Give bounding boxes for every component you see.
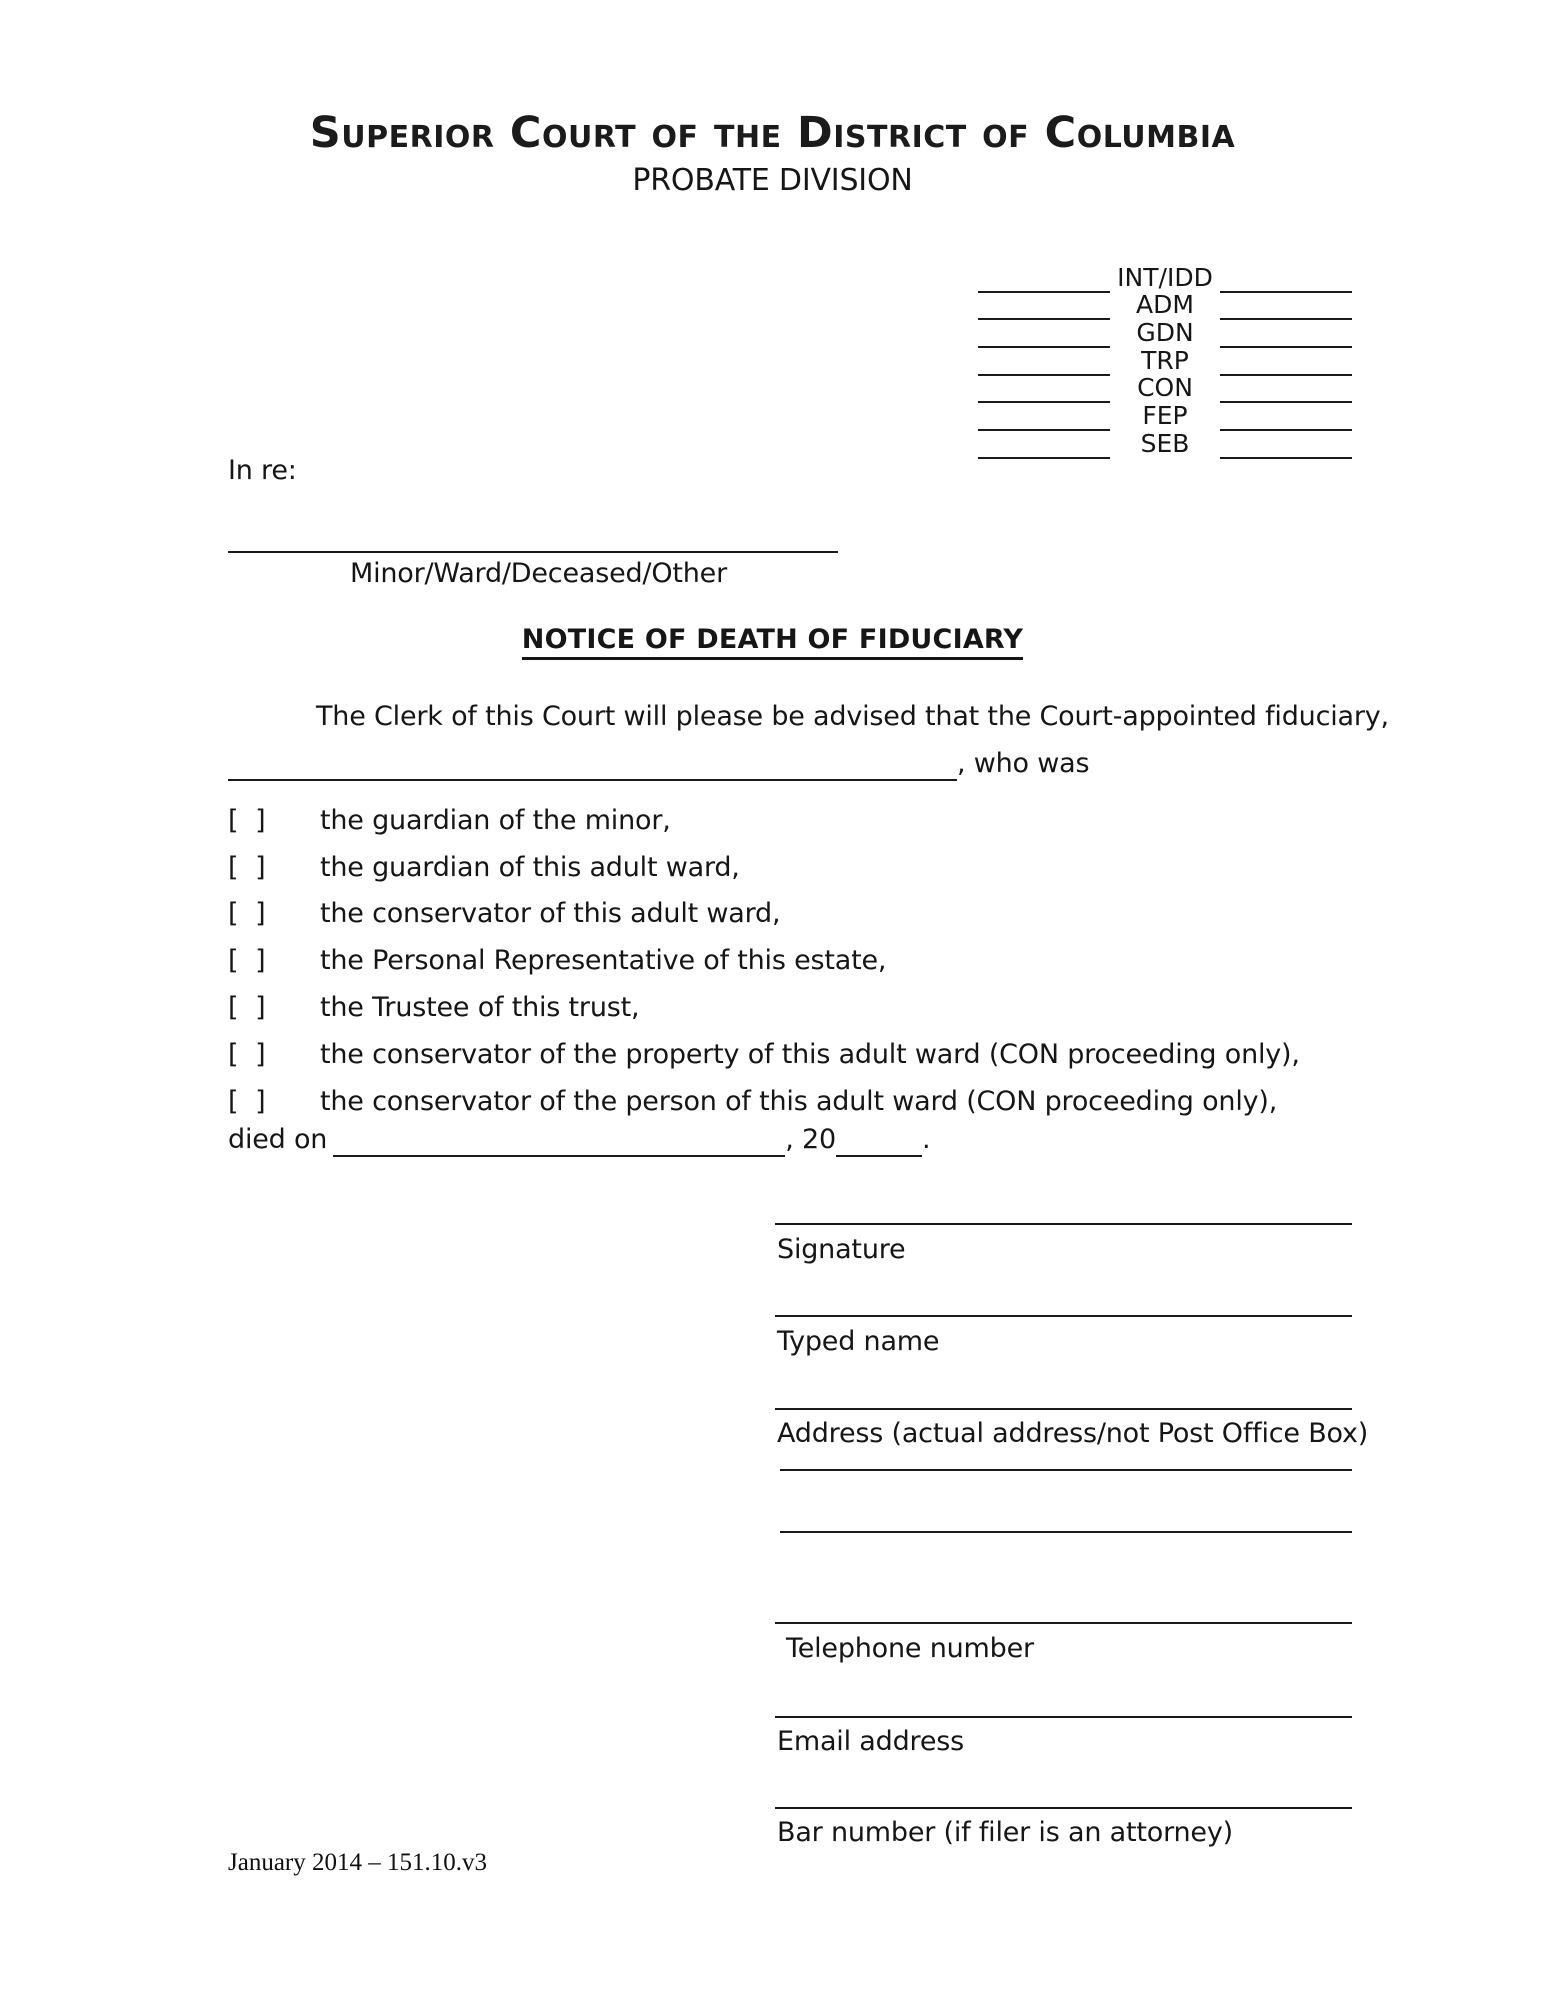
case-number-field[interactable] [978,374,1110,376]
case-number-field[interactable] [1220,318,1352,320]
bar-number-label: Bar number (if filer is an attorney) [777,1817,1233,1848]
option-label: the guardian of this adult ward, [320,851,740,883]
case-number-field[interactable] [1220,457,1352,459]
case-type-label: CON [1137,373,1193,403]
fiduciary-name-field[interactable] [228,779,957,781]
option-label: the conservator of the person of this adult ward (CON proceeding only), [320,1085,1278,1117]
option-row [228,984,1300,1031]
case-type-label: FEP [1142,401,1188,431]
option-row [228,891,1300,938]
option-row [228,797,1300,844]
notice-heading [0,624,1545,660]
case-type-label: GDN [1136,318,1194,348]
checkbox[interactable]: [ ] [228,898,266,930]
case-number-field[interactable] [978,318,1110,320]
checkbox[interactable]: [ ] [228,851,266,883]
notice-heading-text: NOTICE OF DEATH OF FIDUCIARY [522,624,1023,660]
case-number-field[interactable] [1220,374,1352,376]
case-number-field[interactable] [978,346,1110,348]
death-year-field[interactable] [836,1155,922,1157]
signature-field[interactable] [775,1223,1352,1225]
telephone-field[interactable] [775,1622,1352,1624]
case-row [978,320,1352,348]
in-re-label: In re: [228,455,297,486]
option-row [228,844,1300,891]
body-paragraph-line1: The Clerk of this Court will please be advised that the Court-appointed fiduciary, [316,701,1389,732]
option-label: the conservator of this adult ward, [320,898,781,930]
bar-number-field[interactable] [775,1807,1352,1809]
email-label: Email address [777,1726,964,1757]
case-row [978,290,1352,321]
year-prefix-text: , 20 [785,1124,836,1155]
case-type-label: ADM [1136,290,1194,320]
case-number-field[interactable] [978,401,1110,403]
case-row [978,345,1352,376]
address-field[interactable] [775,1408,1352,1410]
case-row [978,262,1352,293]
signature-label: Signature [777,1234,906,1265]
died-on-text: died on [228,1124,328,1155]
case-number-field[interactable] [1220,429,1352,431]
case-number-field[interactable] [978,291,1110,293]
option-label: the guardian of the minor, [320,804,671,836]
period-text: . [921,1124,931,1155]
case-type-label: INT/IDD [1117,262,1213,292]
checkbox[interactable]: [ ] [228,945,266,977]
address-field-line3[interactable] [780,1531,1352,1533]
checkbox[interactable]: [ ] [228,1085,266,1117]
court-subtitle: PROBATE DIVISION [632,163,913,198]
subject-name-field[interactable] [228,551,838,553]
died-on-line [228,1124,930,1157]
checkbox[interactable]: [ ] [228,992,266,1024]
who-was-text: , who was [957,748,1090,779]
option-row [228,937,1300,984]
case-row [978,373,1352,404]
option-row [228,1078,1300,1125]
case-number-field[interactable] [978,457,1110,459]
telephone-label: Telephone number [786,1633,1034,1664]
option-label: the Personal Representative of this estate, [320,945,887,977]
court-title: Superior Court of the District of Columbia [309,108,1236,158]
address-label: Address (actual address/not Post Office Box) [777,1418,1369,1449]
checkbox[interactable]: [ ] [228,1038,266,1070]
case-type-label: SEB [1140,428,1190,458]
case-row [978,403,1352,431]
subject-name-caption: Minor/Ward/Deceased/Other [350,558,727,589]
case-number-field[interactable] [1220,401,1352,403]
checkbox[interactable]: [ ] [228,804,266,836]
address-field-line2[interactable] [780,1469,1352,1471]
case-row [978,428,1352,459]
option-label: the Trustee of this trust, [320,992,640,1024]
case-number-field[interactable] [978,429,1110,431]
form-version-footer: January 2014 – 151.10.v3 [228,1849,487,1876]
case-number-block [978,262,1352,459]
option-row [228,1031,1300,1078]
death-date-field[interactable] [333,1155,785,1157]
fiduciary-role-options [228,797,1300,1125]
case-number-field[interactable] [1220,346,1352,348]
body-paragraph-line2 [228,748,1089,781]
option-label: the conservator of the property of this adult ward (CON proceeding only), [320,1038,1300,1070]
email-field[interactable] [775,1716,1352,1718]
typed-name-field[interactable] [775,1315,1352,1317]
typed-name-label: Typed name [777,1326,940,1357]
case-number-field[interactable] [1220,291,1352,293]
case-type-label: TRP [1141,345,1189,375]
